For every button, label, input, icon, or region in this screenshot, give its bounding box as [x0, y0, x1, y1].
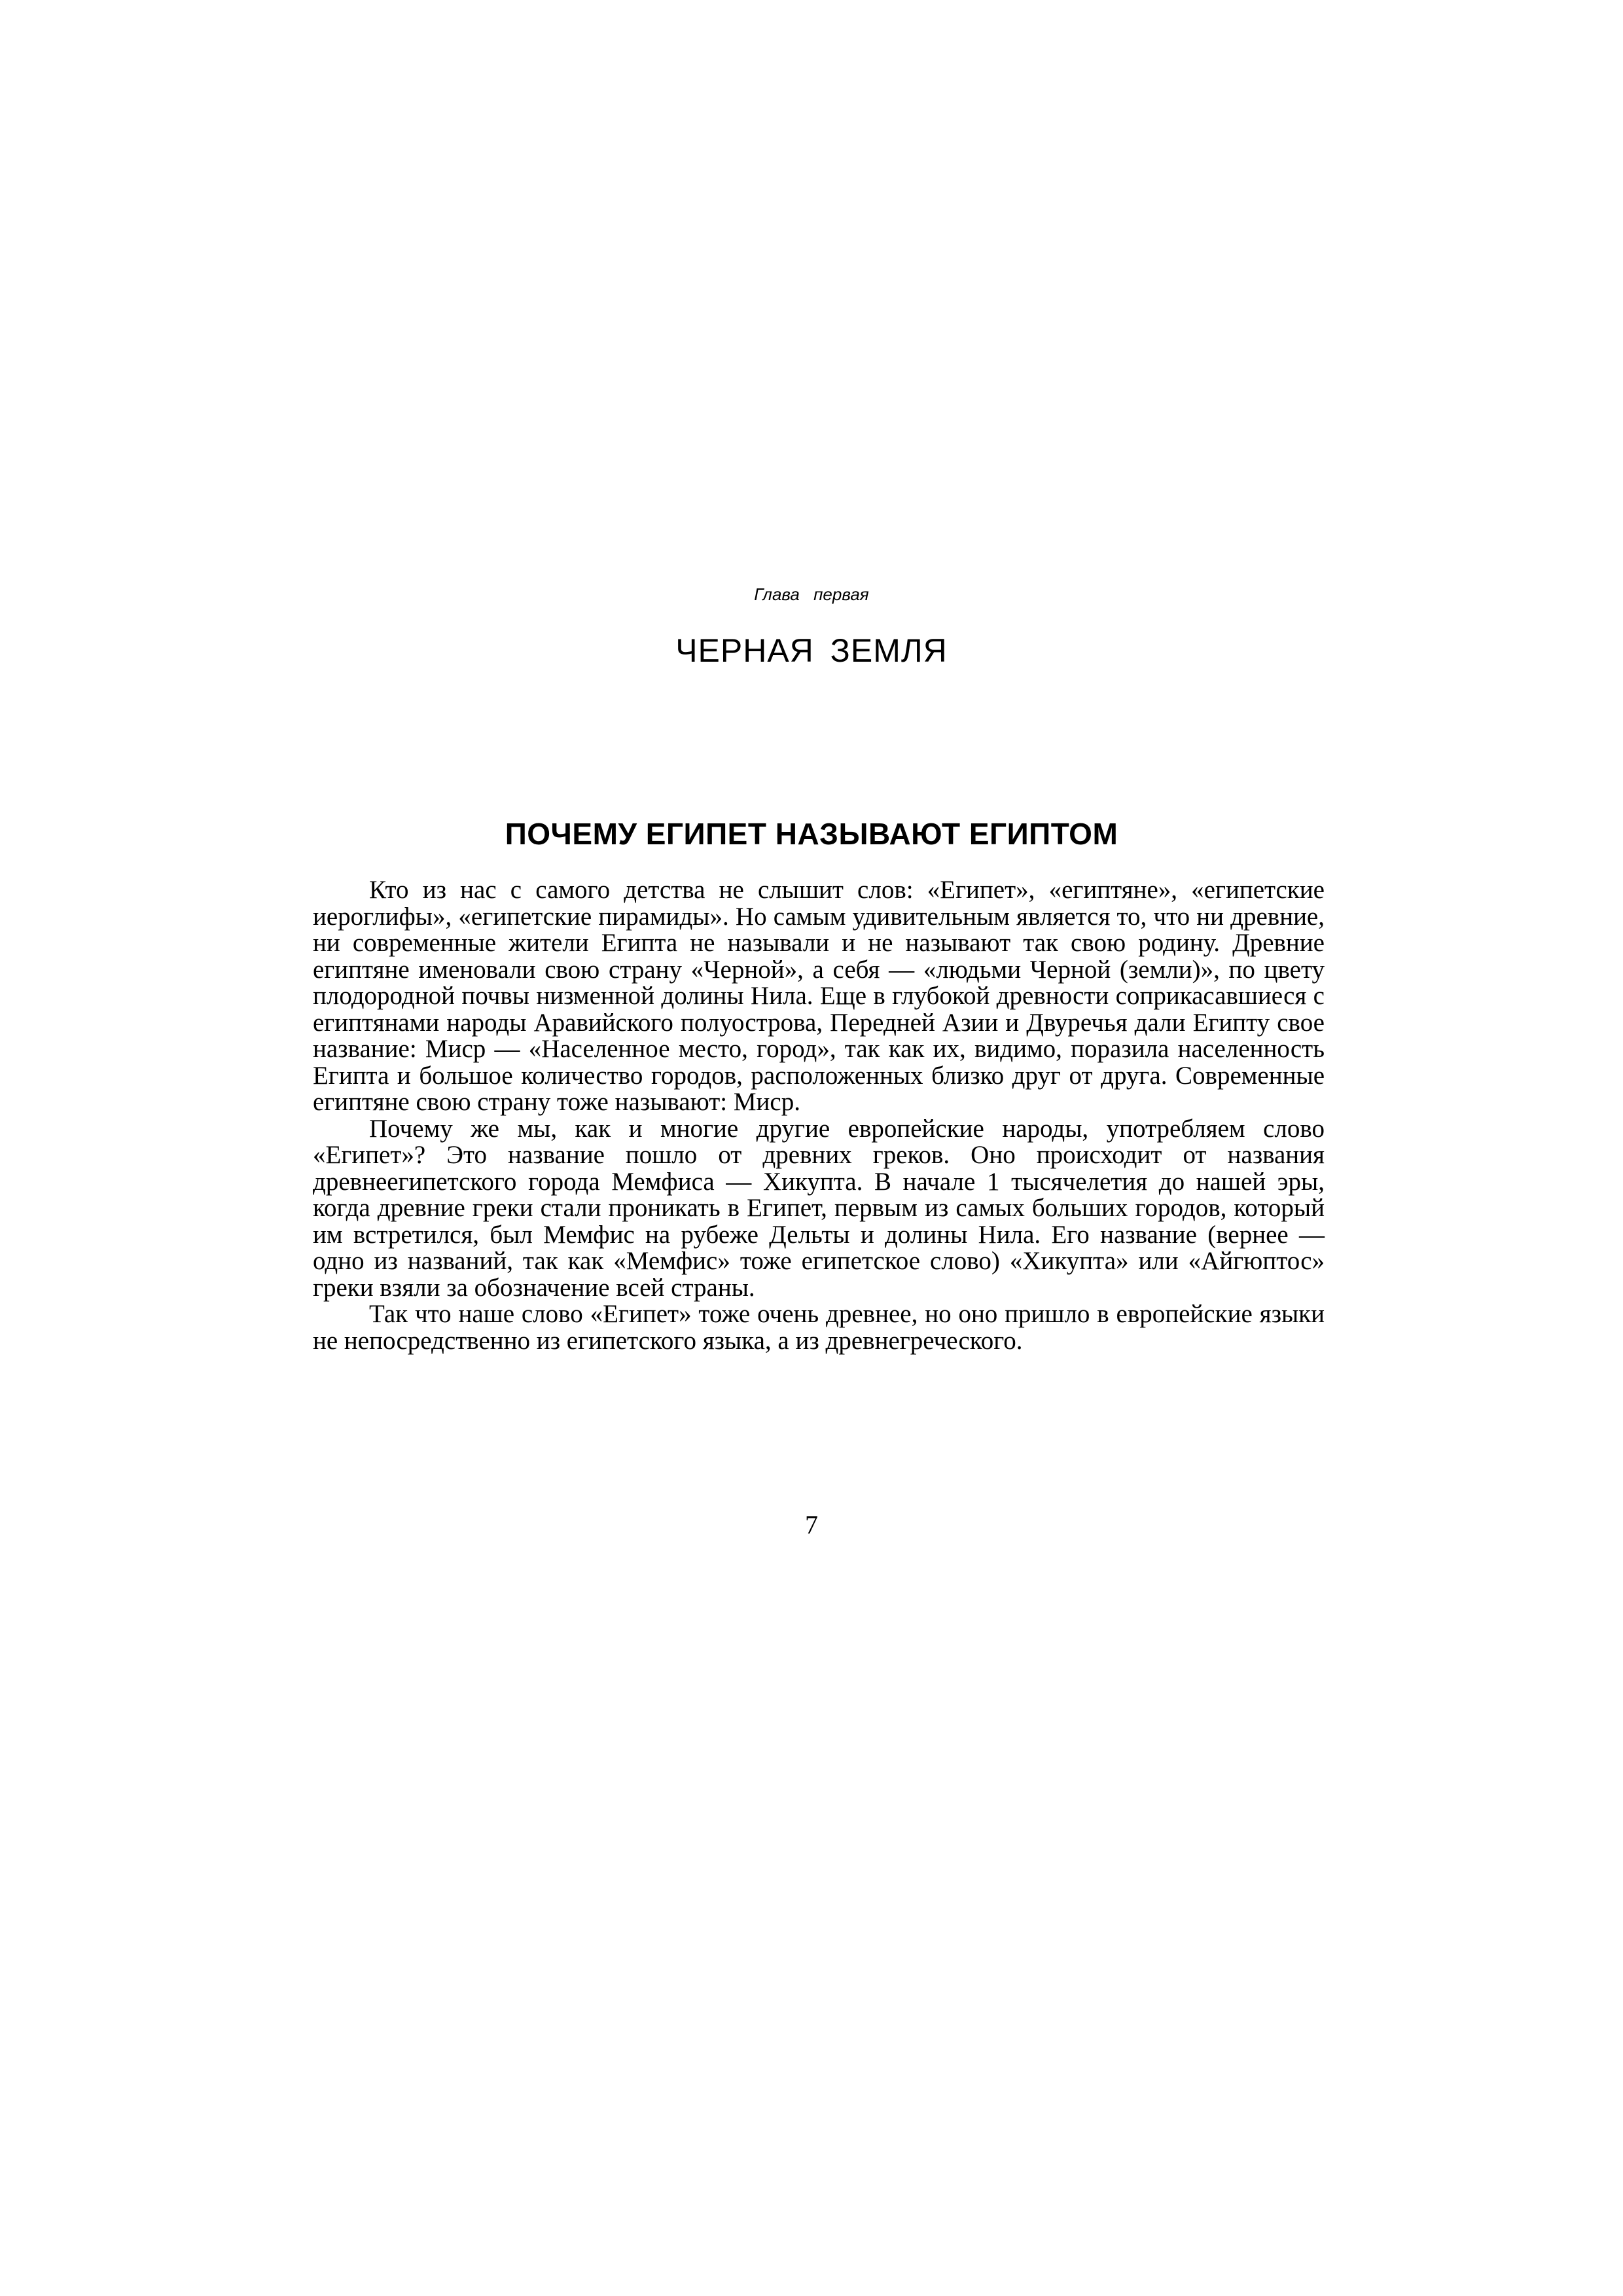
chapter-title: ЧЕРНАЯ ЗЕМЛЯ [675, 632, 948, 669]
paragraph: Почему же мы, как и многие другие европейские народы, употребляем слово «Египет»? Это название пошло от древних греков. Оно происходит от названия древнеегипетского города Мемфиса — Хикупта. В начале 1 тысячелетия до нашей эры, когда древние греки стали проникать в Египет, первым из самых больших городов, который им встретился, был Мемфис на рубеже Дельты и долины Нила. Его название (вернее — одно из названий, так как «Мемфис» тоже египетское слово) «Хикупта» или «Айгюптос» греки взяли за обозначение всей страны. [313, 1114, 1325, 1302]
body-text [313, 877, 1325, 1354]
paragraph: Так что наше слово «Египет» тоже очень древнее, но оно пришло в европейские языки не непосредственно из египетского языка, а из древнегреческого. [313, 1300, 1325, 1355]
section-title: ПОЧЕМУ ЕГИПЕТ НАЗЫВАЮТ ЕГИПТОМ [505, 817, 1118, 851]
chapter-label: Глава первая [754, 584, 869, 604]
paragraph: Кто из нас с самого детства не слышит слов: «Египет», «египтяне», «египетские иероглифы», «египетские пирамиды». Но самым удивительным является то, что ни древние, ни современные жители Египта не называли и не называют так свою родину. Древние египтяне именовали свою страну «Черной», а себя — «людьми Черной (земли)», по цвету плодородной почвы низменной долины Нила. Еще в глубокой древности соприкасавшиеся с египтянами народы Аравийского полуострова, Передней Азии и Двуречья дали Египту свое название: Миср — «Населенное место, город», так как их, видимо, поразила населенность Египта и большое количество городов, расположенных близко друг от друга. Современные египтяне свою страну тоже называют: Миср. [313, 876, 1325, 1116]
page-number: 7 [805, 1510, 818, 1539]
